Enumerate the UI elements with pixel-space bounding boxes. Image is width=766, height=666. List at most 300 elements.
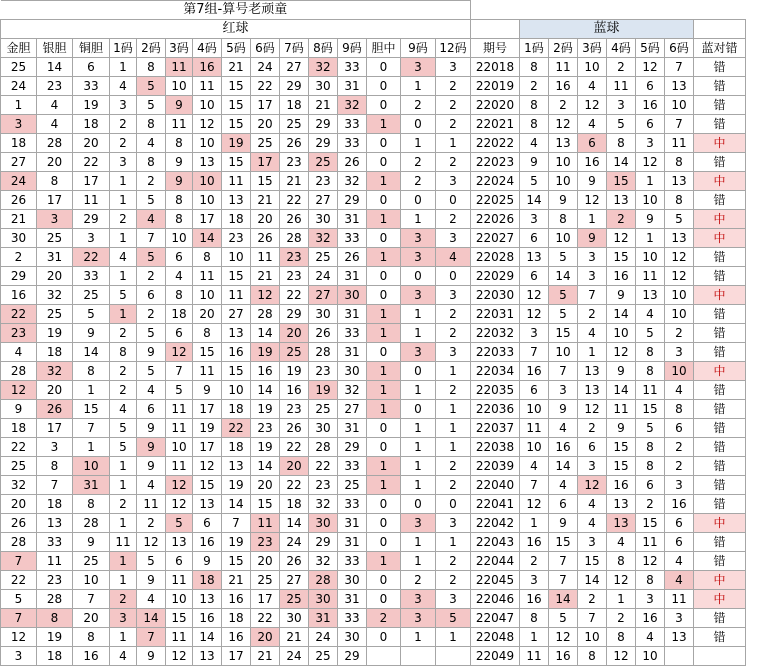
number-cell: 19 [251, 400, 280, 419]
number-cell: 8 [137, 153, 166, 172]
number-cell: 1 [110, 552, 137, 571]
number-cell: 11 [166, 419, 193, 438]
number-cell: 9 [607, 286, 636, 305]
result-cell: 中 [694, 590, 746, 609]
number-cell: 0 [367, 77, 401, 96]
number-cell: 16 [520, 590, 549, 609]
number-cell: 0 [401, 495, 436, 514]
result-cell: 错 [694, 438, 746, 457]
number-cell: 24 [1, 172, 37, 191]
number-cell: 26 [1, 191, 37, 210]
number-cell: 19 [37, 628, 73, 647]
number-cell: 15 [636, 400, 665, 419]
number-cell: 28 [1, 533, 37, 552]
table-row [1, 286, 746, 305]
number-cell: 13 [607, 191, 636, 210]
number-cell: 26 [251, 229, 280, 248]
number-cell: 2 [110, 362, 137, 381]
result-cell: 错 [694, 552, 746, 571]
number-cell: 6 [137, 400, 166, 419]
number-cell: 5 [137, 324, 166, 343]
number-cell: 8 [37, 609, 73, 628]
number-cell: 12 [1, 628, 37, 647]
number-cell: 5 [607, 115, 636, 134]
title-blank-cell [471, 1, 520, 20]
table-row [1, 324, 746, 343]
number-cell: 31 [338, 590, 367, 609]
number-cell: 29 [338, 191, 367, 210]
number-cell: 20 [73, 134, 110, 153]
number-cell: 30 [309, 305, 338, 324]
number-cell: 22 [1, 438, 37, 457]
result-cell: 错 [694, 457, 746, 476]
number-cell: 11 [166, 115, 193, 134]
number-cell: 17 [193, 438, 222, 457]
table-row [1, 438, 746, 457]
number-cell: 8 [193, 324, 222, 343]
table-row [1, 457, 746, 476]
number-cell: 12 [520, 495, 549, 514]
number-cell: 4 [549, 476, 578, 495]
number-cell: 7 [549, 362, 578, 381]
table-row [1, 609, 746, 628]
number-cell: 29 [1, 267, 37, 286]
number-cell: 1 [436, 438, 471, 457]
number-cell: 11 [549, 58, 578, 77]
number-cell: 3 [110, 96, 137, 115]
number-cell: 15 [549, 533, 578, 552]
number-cell: 13 [166, 533, 193, 552]
number-cell: 6 [166, 248, 193, 267]
number-cell: 2 [436, 552, 471, 571]
period-cell: 22036 [471, 400, 520, 419]
number-cell: 11 [222, 286, 251, 305]
number-cell: 33 [338, 229, 367, 248]
number-cell: 21 [280, 628, 309, 647]
number-cell [367, 647, 401, 666]
number-cell: 0 [436, 495, 471, 514]
table-row [1, 514, 746, 533]
number-cell: 4 [110, 647, 137, 666]
number-cell: 5 [166, 514, 193, 533]
number-cell: 4 [578, 324, 607, 343]
number-cell: 12 [520, 286, 549, 305]
number-cell: 9 [137, 419, 166, 438]
number-cell: 0 [436, 191, 471, 210]
number-cell: 1 [367, 324, 401, 343]
number-cell: 0 [367, 438, 401, 457]
number-cell: 21 [280, 172, 309, 191]
number-cell: 10 [578, 58, 607, 77]
number-cell: 3 [636, 134, 665, 153]
number-cell: 1 [110, 628, 137, 647]
number-cell: 3 [436, 286, 471, 305]
number-cell: 29 [309, 134, 338, 153]
number-cell: 7 [520, 476, 549, 495]
number-cell: 8 [549, 210, 578, 229]
number-cell: 7 [37, 476, 73, 495]
number-cell: 6 [636, 77, 665, 96]
number-cell: 11 [636, 267, 665, 286]
number-cell: 2 [137, 305, 166, 324]
column-header: 6码 [251, 39, 280, 58]
number-cell: 1 [73, 438, 110, 457]
column-header: 4码 [607, 39, 636, 58]
blue-ball-header: 蓝球 [520, 20, 694, 39]
number-cell: 27 [338, 400, 367, 419]
number-cell: 27 [309, 191, 338, 210]
number-cell: 9 [607, 362, 636, 381]
number-cell: 13 [636, 286, 665, 305]
number-cell [665, 647, 694, 666]
number-cell: 8 [73, 362, 110, 381]
number-cell: 32 [309, 58, 338, 77]
number-cell: 20 [37, 267, 73, 286]
number-cell: 10 [665, 96, 694, 115]
number-cell: 10 [549, 229, 578, 248]
number-cell: 29 [73, 210, 110, 229]
column-header: 2码 [137, 39, 166, 58]
number-cell: 1 [401, 210, 436, 229]
number-cell: 16 [73, 647, 110, 666]
number-cell: 14 [73, 343, 110, 362]
number-cell: 13 [520, 248, 549, 267]
number-cell: 1 [110, 172, 137, 191]
column-header: 期号 [471, 39, 520, 58]
number-cell: 7 [73, 419, 110, 438]
number-cell: 26 [280, 210, 309, 229]
number-cell: 3 [401, 248, 436, 267]
number-cell: 1 [401, 305, 436, 324]
number-cell: 28 [309, 438, 338, 457]
number-cell: 8 [607, 134, 636, 153]
period-cell: 22020 [471, 96, 520, 115]
number-cell: 17 [193, 210, 222, 229]
number-cell: 29 [309, 115, 338, 134]
number-cell: 1 [578, 210, 607, 229]
number-cell: 0 [401, 267, 436, 286]
number-cell: 14 [578, 571, 607, 590]
number-cell: 4 [436, 248, 471, 267]
table-row [1, 381, 746, 400]
number-cell: 15 [222, 96, 251, 115]
number-cell: 23 [1, 324, 37, 343]
number-cell: 1 [367, 552, 401, 571]
column-header: 胆中 [367, 39, 401, 58]
number-cell: 2 [110, 381, 137, 400]
number-cell: 7 [578, 286, 607, 305]
number-cell: 15 [222, 77, 251, 96]
number-cell: 4 [37, 115, 73, 134]
number-cell: 24 [309, 267, 338, 286]
number-cell: 3 [401, 343, 436, 362]
number-cell: 4 [137, 381, 166, 400]
number-cell: 1 [367, 400, 401, 419]
number-cell: 10 [73, 571, 110, 590]
number-cell: 18 [73, 115, 110, 134]
number-cell: 5 [73, 305, 110, 324]
number-cell: 16 [578, 153, 607, 172]
number-cell: 8 [73, 628, 110, 647]
number-cell: 16 [636, 609, 665, 628]
number-cell: 6 [137, 286, 166, 305]
number-cell: 27 [280, 58, 309, 77]
number-cell: 4 [110, 248, 137, 267]
number-cell: 14 [607, 381, 636, 400]
number-cell: 1 [401, 134, 436, 153]
number-cell: 1 [401, 77, 436, 96]
number-cell: 4 [110, 77, 137, 96]
number-cell: 15 [549, 324, 578, 343]
number-cell: 1 [110, 267, 137, 286]
number-cell: 5 [520, 172, 549, 191]
number-cell: 6 [166, 324, 193, 343]
number-cell: 1 [367, 248, 401, 267]
result-cell: 中 [694, 514, 746, 533]
column-header: 蓝对错 [694, 39, 746, 58]
number-cell: 20 [1, 495, 37, 514]
result-cell: 错 [694, 77, 746, 96]
number-cell: 12 [193, 115, 222, 134]
number-cell: 11 [73, 191, 110, 210]
result-cell: 错 [694, 324, 746, 343]
number-cell: 15 [193, 476, 222, 495]
period-head-spacer [471, 20, 520, 39]
sheet-title: 第7组-算号老顽童 [1, 1, 471, 20]
number-cell: 2 [436, 96, 471, 115]
number-cell: 8 [110, 343, 137, 362]
number-cell: 33 [73, 267, 110, 286]
number-cell: 9 [520, 153, 549, 172]
number-cell: 1 [436, 628, 471, 647]
table-row [1, 552, 746, 571]
table-row [1, 153, 746, 172]
number-cell: 12 [549, 115, 578, 134]
number-cell: 18 [222, 438, 251, 457]
number-cell: 10 [549, 153, 578, 172]
number-cell: 16 [607, 267, 636, 286]
number-cell: 19 [73, 96, 110, 115]
result-cell: 错 [694, 533, 746, 552]
number-cell: 18 [280, 96, 309, 115]
number-cell: 2 [110, 210, 137, 229]
number-cell: 25 [280, 590, 309, 609]
number-cell: 1 [401, 381, 436, 400]
number-cell: 4 [549, 419, 578, 438]
number-cell: 3 [578, 457, 607, 476]
number-cell: 7 [665, 58, 694, 77]
number-cell: 1 [110, 571, 137, 590]
number-cell: 8 [607, 552, 636, 571]
number-cell: 12 [578, 191, 607, 210]
number-cell: 16 [193, 609, 222, 628]
number-cell: 3 [549, 381, 578, 400]
number-cell: 18 [222, 400, 251, 419]
number-cell: 10 [607, 324, 636, 343]
number-cell: 5 [436, 609, 471, 628]
result-cell: 错 [694, 267, 746, 286]
number-cell: 10 [520, 400, 549, 419]
number-cell: 14 [193, 229, 222, 248]
number-cell: 31 [73, 476, 110, 495]
number-cell: 5 [137, 248, 166, 267]
number-cell: 3 [520, 210, 549, 229]
number-cell: 22 [280, 286, 309, 305]
number-cell: 5 [549, 609, 578, 628]
number-cell: 16 [280, 381, 309, 400]
number-cell: 23 [37, 77, 73, 96]
period-cell: 22021 [471, 115, 520, 134]
number-cell: 12 [166, 476, 193, 495]
number-cell: 30 [309, 419, 338, 438]
table-row [1, 305, 746, 324]
number-cell: 2 [436, 476, 471, 495]
number-cell: 1 [110, 58, 137, 77]
number-cell: 9 [137, 343, 166, 362]
number-cell: 25 [37, 229, 73, 248]
number-cell: 0 [367, 590, 401, 609]
number-cell: 6 [520, 267, 549, 286]
number-cell: 26 [280, 134, 309, 153]
number-cell: 6 [193, 514, 222, 533]
number-cell: 3 [1, 647, 37, 666]
number-cell: 15 [73, 400, 110, 419]
number-cell: 0 [367, 58, 401, 77]
number-cell: 2 [578, 419, 607, 438]
number-cell: 2 [636, 495, 665, 514]
number-cell: 30 [338, 362, 367, 381]
table-row [1, 362, 746, 381]
number-cell: 26 [37, 400, 73, 419]
number-cell: 26 [1, 514, 37, 533]
number-cell: 12 [665, 267, 694, 286]
column-header: 9码 [401, 39, 436, 58]
number-cell: 5 [549, 305, 578, 324]
result-cell: 中 [694, 172, 746, 191]
number-cell: 25 [1, 457, 37, 476]
number-cell: 4 [636, 305, 665, 324]
number-cell: 2 [367, 609, 401, 628]
number-cell: 24 [1, 77, 37, 96]
number-cell: 0 [436, 267, 471, 286]
number-cell: 2 [436, 305, 471, 324]
table-row [1, 172, 746, 191]
period-cell: 22018 [471, 58, 520, 77]
number-cell: 23 [251, 419, 280, 438]
result-head-spacer [694, 20, 746, 39]
number-cell: 4 [578, 495, 607, 514]
number-cell: 9 [549, 514, 578, 533]
number-cell: 28 [1, 362, 37, 381]
number-cell: 7 [578, 609, 607, 628]
number-cell: 2 [110, 324, 137, 343]
number-cell: 11 [166, 400, 193, 419]
number-cell: 16 [665, 495, 694, 514]
number-cell: 30 [309, 514, 338, 533]
number-cell: 8 [636, 438, 665, 457]
number-cell: 31 [309, 609, 338, 628]
number-cell: 29 [338, 438, 367, 457]
number-cell: 0 [367, 267, 401, 286]
number-cell: 14 [251, 381, 280, 400]
period-cell: 22022 [471, 134, 520, 153]
number-cell: 8 [636, 362, 665, 381]
number-cell: 11 [636, 533, 665, 552]
number-cell: 13 [193, 495, 222, 514]
result-cell [694, 647, 746, 666]
number-cell: 8 [520, 115, 549, 134]
number-cell: 8 [578, 647, 607, 666]
number-cell: 12 [607, 571, 636, 590]
number-cell: 33 [37, 533, 73, 552]
number-cell: 3 [520, 324, 549, 343]
number-cell: 1 [401, 476, 436, 495]
table-row [1, 571, 746, 590]
number-cell: 32 [37, 286, 73, 305]
number-cell: 16 [607, 476, 636, 495]
number-cell: 19 [251, 343, 280, 362]
number-cell: 9 [137, 647, 166, 666]
number-cell: 25 [1, 58, 37, 77]
number-cell: 32 [309, 552, 338, 571]
number-cell: 32 [37, 362, 73, 381]
number-cell: 27 [222, 305, 251, 324]
number-cell: 2 [436, 115, 471, 134]
number-cell: 4 [665, 381, 694, 400]
period-cell: 22042 [471, 514, 520, 533]
number-cell: 1 [520, 514, 549, 533]
result-cell: 错 [694, 419, 746, 438]
number-cell: 14 [549, 267, 578, 286]
number-cell: 3 [37, 210, 73, 229]
number-cell: 27 [1, 153, 37, 172]
number-cell: 15 [222, 153, 251, 172]
number-cell: 11 [193, 267, 222, 286]
number-cell: 19 [251, 438, 280, 457]
number-cell: 22 [280, 438, 309, 457]
number-cell: 25 [37, 305, 73, 324]
number-cell: 2 [607, 58, 636, 77]
number-cell: 32 [338, 381, 367, 400]
column-header: 银胆 [37, 39, 73, 58]
number-cell: 3 [436, 58, 471, 77]
number-cell: 21 [251, 647, 280, 666]
number-cell: 22 [309, 457, 338, 476]
number-cell: 2 [436, 457, 471, 476]
result-cell: 中 [694, 362, 746, 381]
number-cell: 12 [607, 229, 636, 248]
result-cell: 错 [694, 153, 746, 172]
number-cell: 5 [665, 210, 694, 229]
number-cell: 11 [166, 58, 193, 77]
number-cell: 26 [338, 248, 367, 267]
number-cell: 11 [636, 381, 665, 400]
number-cell: 3 [1, 115, 37, 134]
number-cell: 32 [1, 476, 37, 495]
result-cell: 错 [694, 476, 746, 495]
number-cell: 30 [309, 210, 338, 229]
number-cell: 23 [37, 571, 73, 590]
number-cell: 2 [401, 96, 436, 115]
number-cell: 1 [401, 533, 436, 552]
number-cell: 20 [251, 476, 280, 495]
column-header: 2码 [549, 39, 578, 58]
table-row [1, 58, 746, 77]
number-cell: 6 [578, 438, 607, 457]
number-cell: 0 [367, 628, 401, 647]
number-cell: 2 [137, 514, 166, 533]
number-cell: 5 [110, 286, 137, 305]
